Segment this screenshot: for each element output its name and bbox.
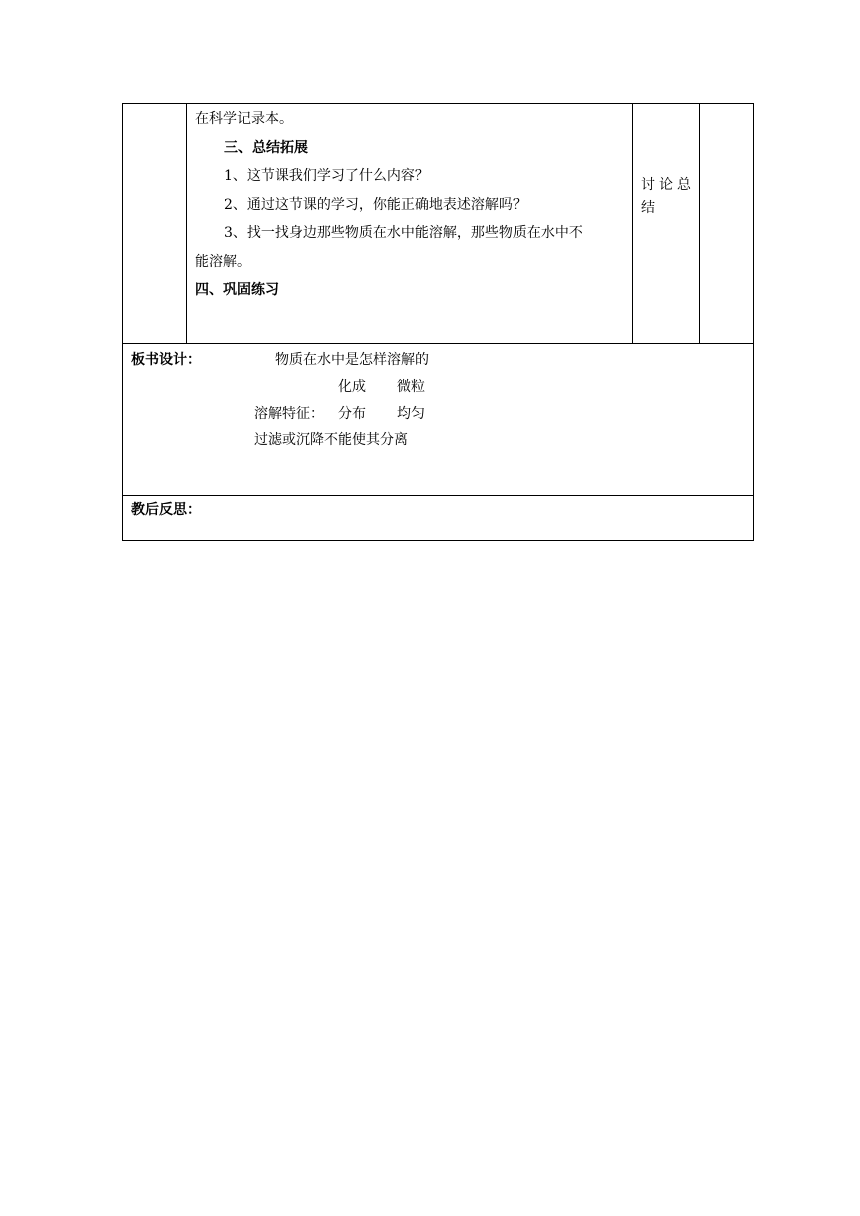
content-line: 1、这节课我们学习了什么内容？ — [224, 168, 429, 184]
board-design-row — [123, 344, 753, 496]
board-word: 微粒 — [397, 379, 425, 395]
content-line: 能溶解。 — [195, 254, 251, 270]
content-line: 3、找一找身边那些物质在水中能溶解，那些物质在水中不 — [224, 225, 583, 241]
section-label-cell — [123, 104, 187, 343]
board-design-label: 板书设计： — [131, 352, 201, 368]
content-line: 在科学记录本。 — [195, 111, 293, 127]
section-heading-summary: 三、总结拓展 — [224, 140, 308, 156]
reflection-label: 教后反思： — [131, 502, 201, 518]
teaching-process-row — [123, 104, 753, 344]
lesson-plan-table — [122, 103, 754, 541]
board-feature-label: 溶解特征： — [254, 406, 324, 422]
activity-text: 结 — [641, 200, 655, 216]
teaching-content-cell — [187, 104, 633, 343]
board-word: 化成 — [338, 379, 366, 395]
board-title: 物质在水中是怎样溶解的 — [275, 352, 429, 368]
notes-cell — [700, 104, 753, 343]
section-heading-practice: 四、巩固练习 — [195, 282, 279, 298]
board-separation-note: 过滤或沉降不能使其分离 — [254, 432, 408, 448]
student-activity-cell — [633, 104, 700, 343]
activity-text: 讨论总 — [641, 177, 695, 193]
content-line: 2、通过这节课的学习，你能正确地表述溶解吗？ — [224, 197, 527, 213]
board-word: 均匀 — [397, 406, 425, 422]
board-word: 分布 — [338, 406, 366, 422]
reflection-row — [123, 496, 753, 540]
